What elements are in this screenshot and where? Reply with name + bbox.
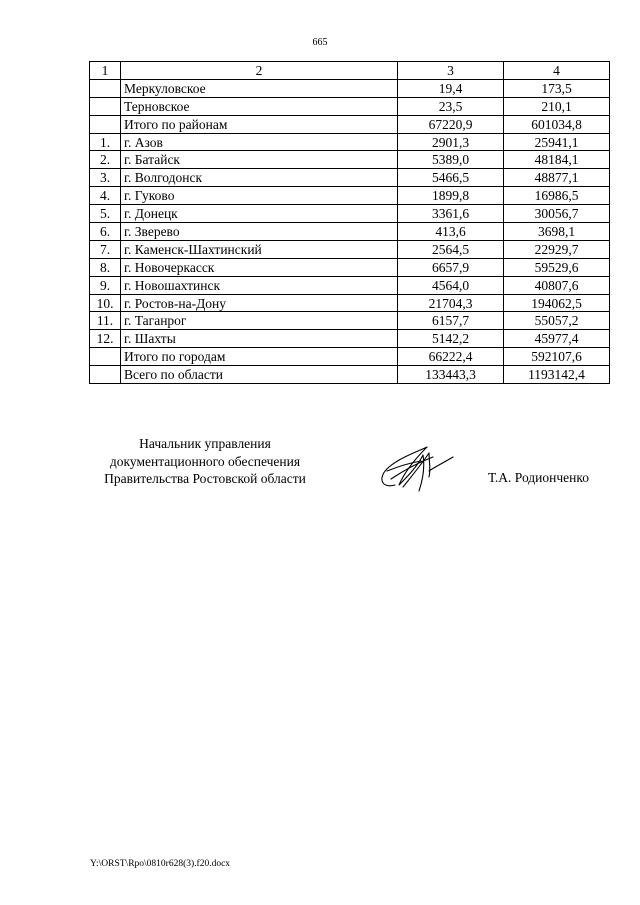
table-row bbox=[90, 223, 610, 241]
row-value-4: 173,5 bbox=[504, 79, 610, 97]
row-value-3: 21704,3 bbox=[398, 294, 504, 312]
row-value-4: 1193142,4 bbox=[504, 366, 610, 384]
table-row bbox=[90, 169, 610, 187]
row-value-3: 413,6 bbox=[398, 223, 504, 241]
row-value-4: 48184,1 bbox=[504, 151, 610, 169]
row-number: 4. bbox=[90, 187, 121, 205]
table-row bbox=[90, 187, 610, 205]
row-name: г. Ростов-на-Дону bbox=[121, 294, 398, 312]
row-value-4: 45977,4 bbox=[504, 330, 610, 348]
row-number bbox=[90, 79, 121, 97]
position-line: документационного обеспечения bbox=[109, 453, 301, 469]
row-name: г. Гуково bbox=[121, 187, 398, 205]
row-number: 2. bbox=[90, 151, 121, 169]
row-value-3: 66222,4 bbox=[398, 348, 504, 366]
table-row bbox=[90, 366, 610, 384]
row-value-3: 2901,3 bbox=[398, 133, 504, 151]
row-value-4: 16986,5 bbox=[504, 187, 610, 205]
table-row bbox=[90, 79, 610, 97]
row-name: г. Азов bbox=[121, 133, 398, 151]
row-name: г. Новошахтинск bbox=[121, 276, 398, 294]
row-value-4: 25941,1 bbox=[504, 133, 610, 151]
row-value-4: 30056,7 bbox=[504, 205, 610, 223]
row-value-3: 3361,6 bbox=[398, 205, 504, 223]
table-row bbox=[90, 133, 610, 151]
row-value-3: 5466,5 bbox=[398, 169, 504, 187]
row-value-3: 2564,5 bbox=[398, 240, 504, 258]
row-name: Итого по городам bbox=[121, 348, 398, 366]
row-number: 5. bbox=[90, 205, 121, 223]
signer-name: Т.А. Родионченко bbox=[488, 470, 589, 485]
row-name: г. Новочеркасск bbox=[121, 258, 398, 276]
table-row bbox=[90, 205, 610, 223]
row-value-4: 194062,5 bbox=[504, 294, 610, 312]
row-name: Итого по районам bbox=[121, 115, 398, 133]
row-number: 10. bbox=[90, 294, 121, 312]
row-name: г. Донецк bbox=[121, 205, 398, 223]
row-value-3: 6157,7 bbox=[398, 312, 504, 330]
row-value-3: 1899,8 bbox=[398, 187, 504, 205]
row-value-4: 601034,8 bbox=[504, 115, 610, 133]
row-name: г. Каменск-Шахтинский bbox=[121, 240, 398, 258]
row-name: г. Батайск bbox=[121, 151, 398, 169]
row-number bbox=[90, 366, 121, 384]
row-number: 3. bbox=[90, 169, 121, 187]
row-value-4: 210,1 bbox=[504, 97, 610, 115]
row-number: 9. bbox=[90, 276, 121, 294]
row-number: 1. bbox=[90, 133, 121, 151]
row-number: 6. bbox=[90, 223, 121, 241]
row-value-3: 5142,2 bbox=[398, 330, 504, 348]
table-row bbox=[90, 97, 610, 115]
table-row bbox=[90, 115, 610, 133]
data-table bbox=[89, 61, 610, 384]
row-number bbox=[90, 115, 121, 133]
row-value-4: 59529,6 bbox=[504, 258, 610, 276]
row-value-4: 592107,6 bbox=[504, 348, 610, 366]
row-number: 7. bbox=[90, 240, 121, 258]
row-name: г. Зверево bbox=[121, 223, 398, 241]
table-row bbox=[90, 151, 610, 169]
row-value-4: 3698,1 bbox=[504, 223, 610, 241]
position-line: Правительства Ростовской области bbox=[104, 471, 306, 486]
row-value-3: 19,4 bbox=[398, 79, 504, 97]
table-header-row bbox=[90, 62, 610, 80]
file-path: Y:\ORST\Rpo\0810r628(3).f20.docx bbox=[90, 859, 231, 869]
table-row bbox=[90, 348, 610, 366]
row-value-4: 48877,1 bbox=[504, 169, 610, 187]
row-number bbox=[90, 97, 121, 115]
row-value-4: 22929,7 bbox=[504, 240, 610, 258]
signatory-position bbox=[70, 435, 340, 488]
handwritten-signature bbox=[373, 437, 461, 499]
header-cell-1: 1 bbox=[90, 62, 121, 80]
row-value-4: 55057,2 bbox=[504, 312, 610, 330]
row-name: г. Таганрог bbox=[121, 312, 398, 330]
row-value-3: 23,5 bbox=[398, 97, 504, 115]
row-name: Всего по области bbox=[121, 366, 398, 384]
row-value-3: 4564,0 bbox=[398, 276, 504, 294]
row-number bbox=[90, 348, 121, 366]
page-number: 665 bbox=[312, 37, 328, 48]
position-line: Начальник управления bbox=[139, 436, 271, 451]
table-row bbox=[90, 312, 610, 330]
row-name: Меркуловское bbox=[121, 79, 398, 97]
header-cell-2: 2 bbox=[121, 62, 398, 80]
header-cell-4: 4 bbox=[504, 62, 610, 80]
row-value-3: 67220,9 bbox=[398, 115, 504, 133]
header-cell-3: 3 bbox=[398, 62, 504, 80]
table-row bbox=[90, 276, 610, 294]
row-number: 8. bbox=[90, 258, 121, 276]
row-value-3: 6657,9 bbox=[398, 258, 504, 276]
table-row bbox=[90, 240, 610, 258]
row-value-4: 40807,6 bbox=[504, 276, 610, 294]
table-row bbox=[90, 330, 610, 348]
row-name: Терновское bbox=[121, 97, 398, 115]
table-row bbox=[90, 294, 610, 312]
row-name: г. Шахты bbox=[121, 330, 398, 348]
row-value-3: 5389,0 bbox=[398, 151, 504, 169]
row-name: г. Волгодонск bbox=[121, 169, 398, 187]
row-number: 11. bbox=[90, 312, 121, 330]
row-value-3: 133443,3 bbox=[398, 366, 504, 384]
row-number: 12. bbox=[90, 330, 121, 348]
table-row bbox=[90, 258, 610, 276]
